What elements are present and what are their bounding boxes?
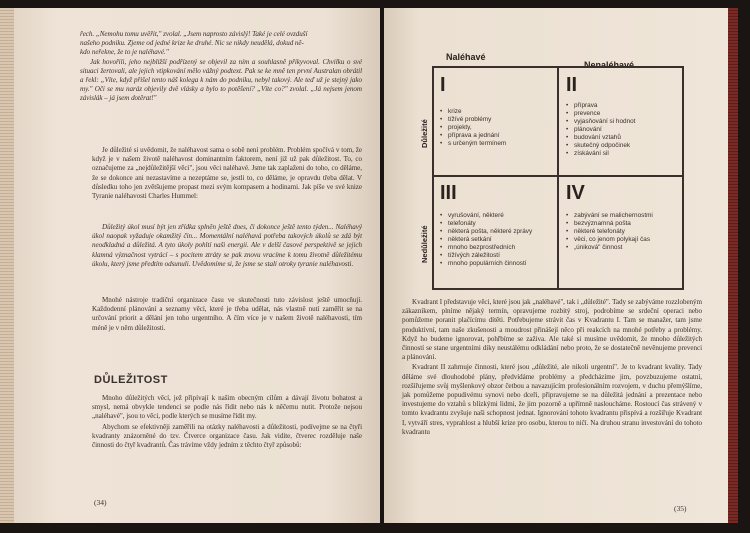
quote-block-1 (80, 30, 362, 105)
quadrant-2-number: II (566, 74, 578, 96)
list-item: • tížívé problémy (440, 116, 555, 124)
list-item: • příprava (566, 102, 680, 110)
quadrant-2 (557, 67, 683, 177)
list-item: • tížívých záležitostí (440, 252, 558, 260)
list-item: • mnoho bezprostředních (440, 244, 558, 252)
body-paragraph-2 (92, 296, 362, 334)
page-number-right: (35) (674, 504, 687, 513)
paragraph-urgency: Je důležité si uvědomit, že naléhavost sama o sobě není problém. Problém spočívá v tom, že když je v našem životě naléhavost dominantním faktorem, není již už pak důležitost. To, co označujeme za „nejdůležitější věci", jsou věci naléhavé. Jsme tak zaplaženi do toho, co děláme, že se dokonce ani nezastavíme a nezeptáme se, jestli to, co děláme, je opravdu třeba dělat. V důsledku toho jen zvětšujeme propast mezi svým kompasem a hodinami. Jak píše ve své knize Tyranie naléhavosti Charles Hummel: (92, 146, 362, 201)
hummel-quote (92, 223, 362, 270)
right-page (384, 8, 728, 523)
list-item: • věci, co jenom polykají čas (566, 236, 682, 244)
list-item: • vyrušování, některé (440, 212, 558, 220)
right-cover-edge (728, 8, 738, 523)
row-header-not-important: Nedůležité (420, 225, 429, 263)
list-item: • získávání sil (566, 150, 680, 158)
quadrant-4 (557, 175, 683, 289)
body-paragraph-1 (92, 146, 362, 202)
paragraph-quadrants: Abychom se efektivněji zaměřili na otázky naléhavosti a důležitosti, podívejme se na čtyři kvadranty znázorněné do tzv. Čtverce organizace času. Jak vidíte, čtverec rozděluje naše činnosti do čtyř kvadrantů. Čas trávíme vždy jedním z těchto čtyř způsobů: (92, 422, 362, 450)
list-item: • skutečný odpočinek (566, 142, 680, 150)
body-paragraph-3 (92, 394, 362, 451)
quadrant-1-list (440, 108, 555, 148)
list-item: • krize (440, 108, 555, 116)
list-item: • s určeným termínem (440, 140, 555, 148)
list-item: • „úniková" činnost (566, 244, 682, 252)
list-item: • příprava a jednání (440, 132, 555, 140)
list-item: • některé telefonáty (566, 228, 682, 236)
list-item: • budování vztahů (566, 134, 680, 142)
list-item: • některá setkání (440, 236, 558, 244)
list-item: • projekty, (440, 124, 555, 132)
left-page (14, 8, 380, 523)
quadrant-3-list (440, 212, 558, 268)
quadrant-2-list (566, 102, 680, 158)
list-item: • plánování (566, 126, 680, 134)
paragraph-tools: Mnohé nástroje tradiční organizace času ve skutečnosti tuto závislost ještě umocňují. Každodenní plánování a seznamy věcí, které je třeba udělat, nás vlastně nutí zaměřit se na určování priorit a dělání jen toho urgentního. A čím více je v našem životě naléhavosti, tím méně je v něm důležitosti. (92, 296, 362, 332)
quadrant-1 (433, 67, 559, 177)
column-header-urgent: Naléhavé (446, 52, 486, 62)
quote-line-3: kdo neřekne, že to je naléhavé." (80, 48, 169, 57)
quadrant-3-number: III (440, 182, 457, 204)
list-item: • mnoho populárních činností (440, 260, 558, 268)
row-header-important: Důležité (420, 119, 429, 148)
quadrant-4-number: IV (566, 182, 585, 204)
quadrant-1-number: I (440, 74, 446, 96)
paragraph-importance: Mnoho důležitých věcí, jež připívají k našim obecným cílům a dávají životu bohatost a smysl, nemá obvykle tendenci se podle nás řídit nebo nás k něčemu nutit. Protože nejsou „naléhavé", jsou to věci, podle kterých se musíme řídit my. (92, 394, 362, 421)
quote-line-1: řech. „Nemohu tomu uvěřit," zvolal. „Jsem naprosto závislý! Také je celé ovzduší (80, 30, 308, 38)
list-item: • vyjasňování si hodnot (566, 118, 680, 126)
column-header-not-urgent: Nenaléhavé (584, 60, 635, 70)
quote-line-2: našeho podniku. Zjeme od jedné krize ke druhé. Nic se nikdy neudělá, dokud ně- (80, 39, 304, 48)
list-item: • telefonáty (440, 220, 558, 228)
section-heading: DŮLEŽITOST (94, 374, 168, 386)
quadrant-4-list (566, 212, 682, 252)
page-number-left: (34) (94, 498, 107, 507)
hummel-quote-text: Důležitý úkol musí být jen zřídka splněn ještě dnes, či dokonce ještě tento týden... Naléhavý úkol naopak vyžaduje okamžitý čin... Momentální naléhavá potřeba takových úkolů se zdá být neodkladná a důležitá. A tyto úkoly pohltí naši energii. Ale v delší časové perspektivě se jejich klamná význačnost vytrácí – s pocitem ztráty se pak znovu vracíme k tomu životně důležitému úkolu, který jsme předtím odsunuli. Uvědomíme si, že jsme se stali otroky tyranie naléhavosti. (92, 223, 362, 268)
quadrant-3 (433, 175, 559, 289)
time-management-matrix (432, 66, 684, 290)
list-item: • prevence (566, 110, 680, 118)
paragraph-quadrant-1: Kvadrant I představuje věci, které jsou jak „naléhavé", tak i „důležité". Tady se zabýváme rozzlobeným zákazníkem, plníme nějaký termín, opravujeme rozbitý stroj, podrobíme se srdeční operaci nebo pomůžeme poranit plačícímu dítěti. Potřebujeme strávit čas v Kvadrantu I. Tam se manažer, tam jsme produktivní, tam naše zkušenosti a moudrost přinášejí něco při reakcích na mnohé potřeby a problémy. Když ho budeme ignorovat, pohřbíme se zaživa. Ale také si musíme uvědomit, že mnoho důležitých činností se stane urgentními díky neustálému odkládání nebo proto, že se dostatečně nevěnujeme prevenci a plánování. (402, 298, 702, 362)
paragraph-quadrant-2: Kvadrant II zahrnuje činnosti, které jsou „důležité, ale nikoli urgentní". Je to kvadrant kvality. Tady děláme své dlouhodobé plány, předvídáme problémy a předcházíme jim, povzbuzujeme ostatní, rozšiřujeme svůj myšlenkový obzor četbou a navazujícím profesionálním rozvojem, v duchu přemýšlíme, jak pomůžeme popudivému synovi nebo dceři, připravujeme se na důležitá jednání a prezentace nebo investujeme do vztahů s blízkými lidmi, že jim pozorně a upřímně nasloucháme. Rostoucí čas strávený v tomto kvadrantu zvyšuje naši schopnost jednat. Ignorování tohoto kvadrantu přispívá a rozšiřuje Kvadrant I, vytváří stres, vyprahlost a hlubší krize pro osobu, kterou to ničí. Na druhou stranu investování do tohoto kvadrantu (402, 363, 702, 436)
list-item: • bezvýznamná pošta (566, 220, 682, 228)
quote-paragraph-2: Jak hovořili, jeho nejbližší podřízený se objevil za ním a souhlasně přikyvoval. Chvilku o své situaci žertovali, ale jejich vtipkování mělo vážný podtext. Pak se ke mně ten první Australan obrátil a řekl: „Víte, když přišel tento náš kolega k nám do podniku, nebyl takový. Ale teď už je stejný jako my." Oči se mu naráz objevily dvě vlásky a bylo to potěšení? „Víte co?" zvolal. „Já nejsem jenom závislák – já jsem dotěrat!" (80, 57, 362, 103)
right-body-text (402, 298, 702, 438)
list-item: • některá pošta, některé zprávy (440, 228, 558, 236)
list-item: • zabývání se malichernostmi (566, 212, 682, 220)
